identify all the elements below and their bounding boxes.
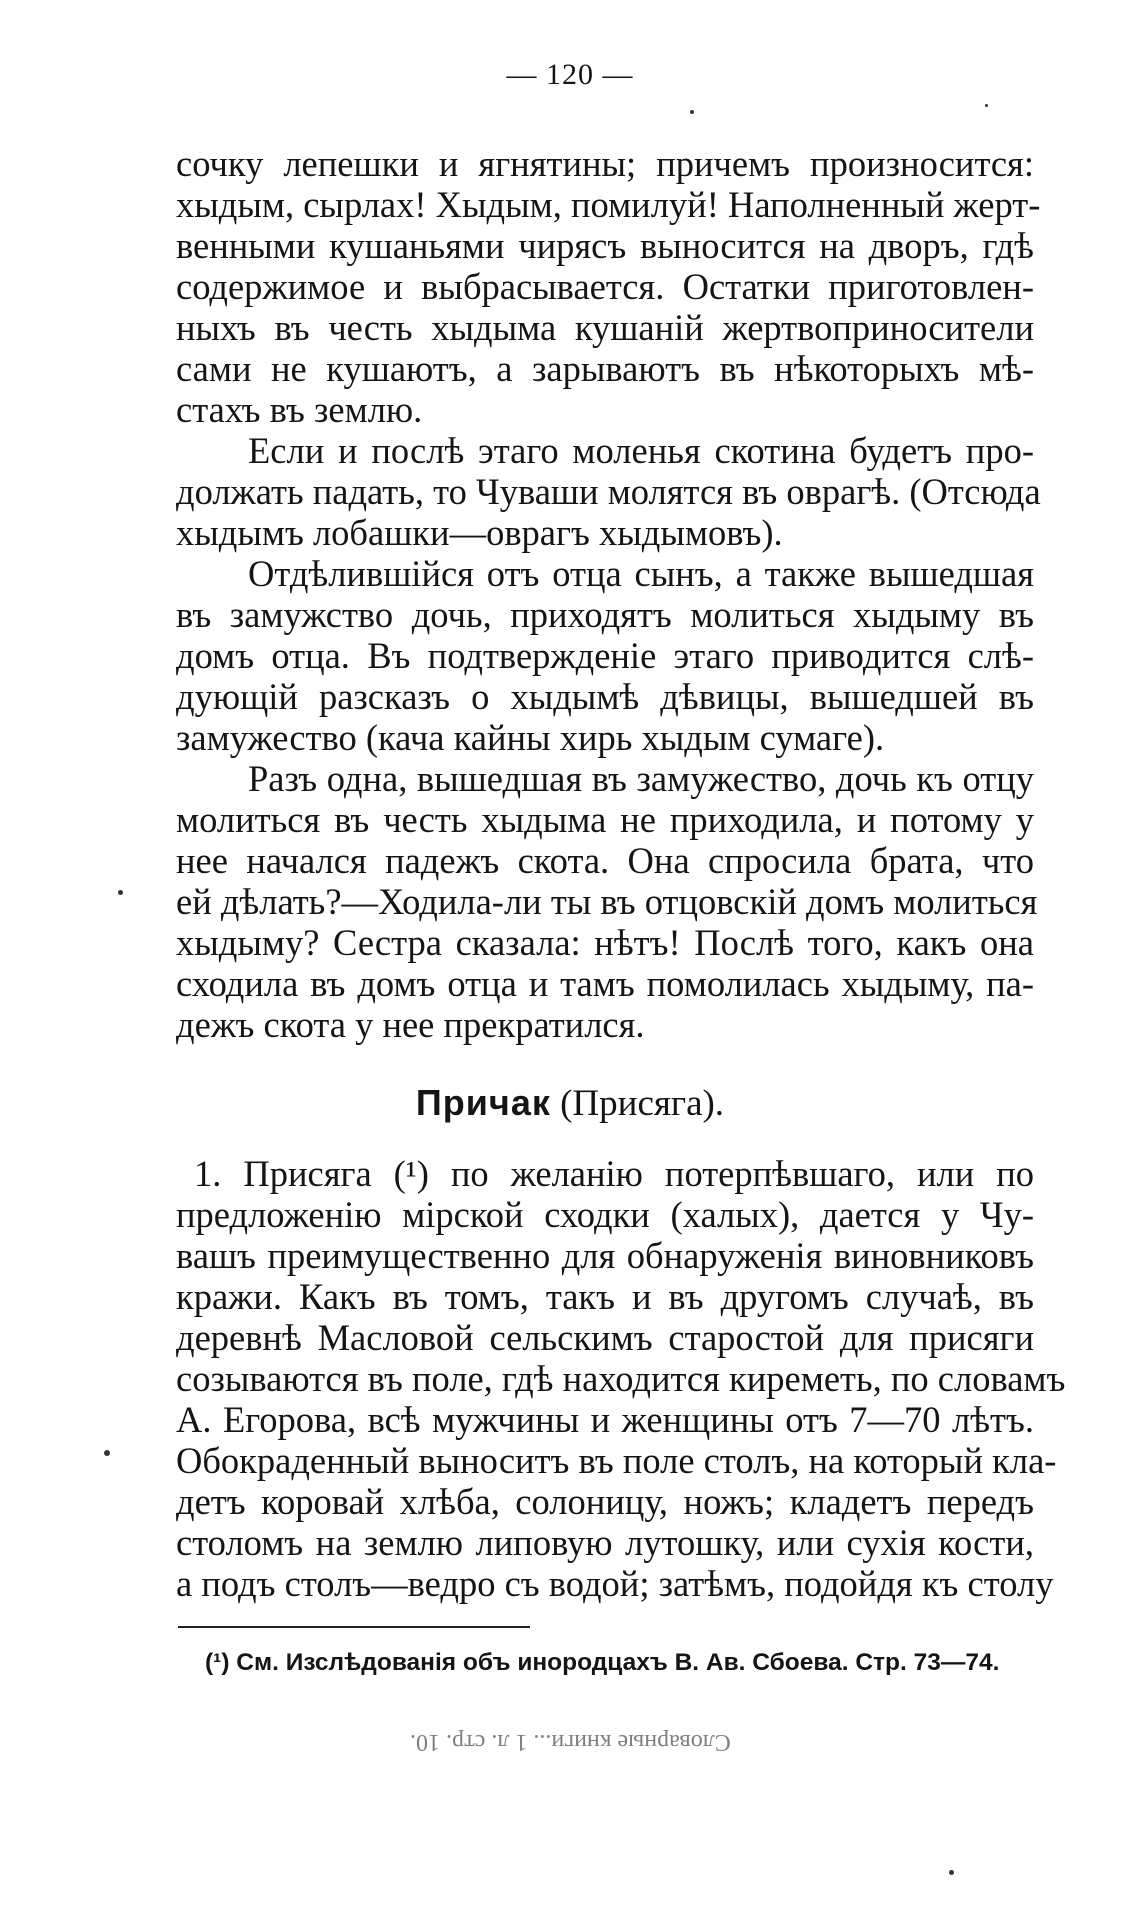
text-line: ей дѣлать?—Ходила-ли ты въ отцовскій домъ молиться bbox=[176, 881, 1038, 922]
text-line: въ замужство дочь, приходятъ молиться хыдыму въ bbox=[176, 594, 1034, 635]
text-line: хыдым, сырлах! Хыдым, помилуй! Наполненный жерт- bbox=[176, 184, 1041, 225]
text-line: хыдымъ лобашки—оврагъ хыдымовъ). bbox=[176, 512, 783, 553]
body-text-bottom bbox=[176, 1153, 1066, 1604]
text-line: молиться въ честь хыдыма не приходила, и потому у bbox=[176, 799, 1034, 840]
paragraph bbox=[176, 553, 1034, 758]
scan-speck bbox=[104, 1450, 110, 1456]
heading-subtitle: (Присяга). bbox=[560, 1083, 725, 1124]
text-line: кражи. Какъ въ томъ, такъ и въ другомъ случаѣ, въ bbox=[176, 1276, 1034, 1317]
text-line: дежъ скота у нее прекратился. bbox=[176, 1004, 645, 1045]
section-heading bbox=[0, 1081, 1140, 1126]
text-line: Если и послѣ этаго моленья скотина будетъ про- bbox=[248, 430, 1034, 471]
text-line: а подъ столъ—ведро съ водой; затѣмъ, подойдя къ столу bbox=[176, 1563, 1054, 1604]
text-line: венными кушаньями чирясъ выносится на дворъ, гдѣ bbox=[176, 225, 1034, 266]
body-text-top bbox=[176, 143, 1041, 1045]
page-number: — 120 — bbox=[506, 58, 634, 91]
text-line: сходила въ домъ отца и тамъ помолилась хыдыму, па- bbox=[176, 963, 1034, 1004]
paragraph bbox=[176, 1153, 1066, 1604]
text-line: созываются въ поле, гдѣ находится киреметь, по словамъ bbox=[176, 1358, 1066, 1399]
scan-speck bbox=[949, 1870, 954, 1875]
scan-speck bbox=[690, 110, 694, 114]
paragraph bbox=[176, 143, 1041, 430]
text-line: столомъ на землю липовую лутошку, или сухія кости, bbox=[176, 1522, 1034, 1563]
text-line: Разъ одна, вышедшая въ замужество, дочь къ отцу bbox=[248, 758, 1034, 799]
heading-title: Причак bbox=[415, 1082, 551, 1123]
text-line: сами не кушаютъ, а зарываютъ въ нѣкоторыхъ мѣ- bbox=[176, 348, 1034, 389]
text-line: А. Егорова, всѣ мужчины и женщины отъ 7—70 лѣтъ. bbox=[176, 1399, 1034, 1440]
text-line: деревнѣ Масловой сельскимъ старостой для присяги bbox=[176, 1317, 1034, 1358]
text-line: сочку лепешки и ягнятины; причемъ произносится: bbox=[176, 143, 1034, 184]
text-line: замужество (кача кайны хирь хыдым сумаге). bbox=[176, 717, 885, 758]
text-line: домъ отца. Въ подтвержденіе этаго приводится слѣ- bbox=[176, 635, 1034, 676]
footnote: (¹) См. Изслѣдованія объ инородцахъ В. Ав. Сбоева. Стр. 73—74. bbox=[205, 1649, 1000, 1676]
text-line: детъ коровай хлѣба, солоницу, ножъ; кладетъ передъ bbox=[176, 1481, 1034, 1522]
footnote-divider bbox=[178, 1626, 530, 1628]
bleed-through-text: Словарные книги... 1 л. стр. 10. bbox=[410, 1729, 731, 1755]
paragraph bbox=[176, 758, 1038, 1045]
text-line: ныхъ въ честь хыдыма кушаній жертвоприносители bbox=[176, 307, 1034, 348]
text-line: должать падать, то Чуваши молятся въ оврагѣ. (Отсюда bbox=[176, 471, 1041, 512]
text-line: хыдыму? Сестра сказала: нѣтъ! Послѣ того, какъ она bbox=[176, 922, 1034, 963]
text-line: Отдѣлившійся отъ отца сынъ, а также вышедшая bbox=[248, 553, 1034, 594]
text-line: стахъ въ землю. bbox=[176, 389, 423, 430]
text-line: Обокраденный выноситъ въ поле столъ, на который кла- bbox=[176, 1440, 1057, 1481]
text-line: вашъ преимущественно для обнаруженія виновниковъ bbox=[176, 1235, 1034, 1276]
paragraph bbox=[176, 430, 1041, 553]
scan-speck bbox=[118, 890, 123, 895]
scan-speck bbox=[985, 104, 988, 107]
text-line: нее начался падежъ скота. Она спросила брата, что bbox=[176, 840, 1034, 881]
text-line: дующій разсказъ о хыдымѣ дѣвицы, вышедшей въ bbox=[176, 676, 1034, 717]
text-line: предложенію мірской сходки (халых), дается у Чу- bbox=[176, 1194, 1034, 1235]
text-line: содержимое и выбрасывается. Остатки приготовлен- bbox=[176, 266, 1034, 307]
text-line: 1. Присяга (¹) по желанію потерпѣвшаго, или по bbox=[194, 1153, 1034, 1194]
